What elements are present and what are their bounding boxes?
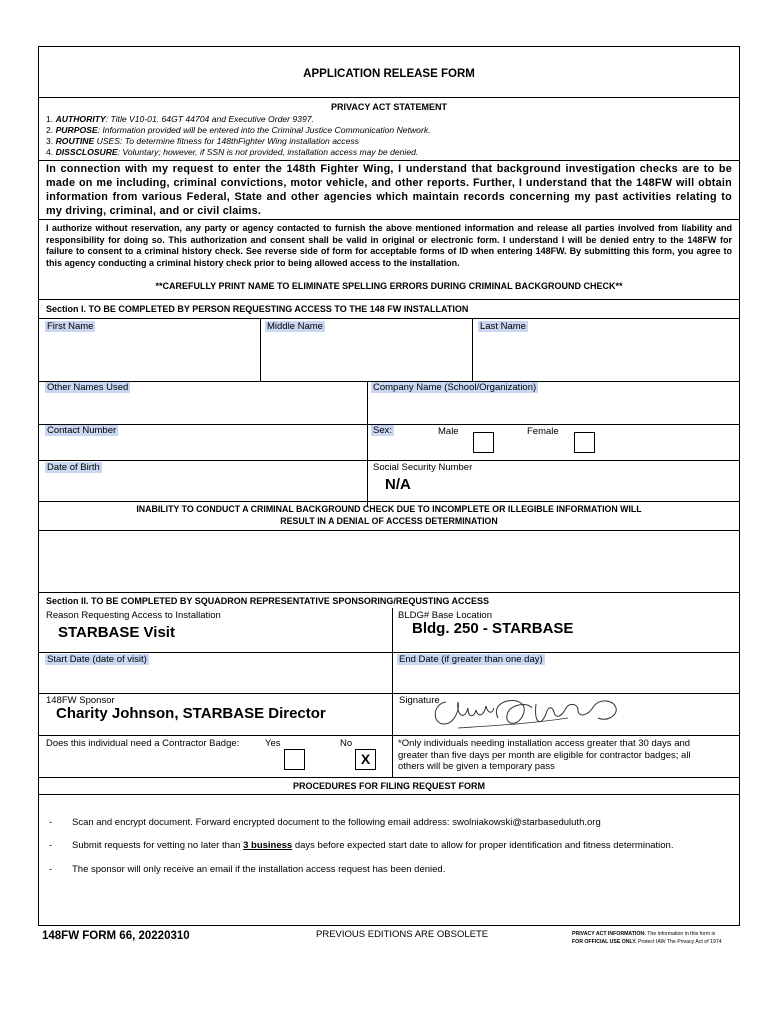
sex-label: Sex: xyxy=(373,425,393,436)
obsolete-notice: PREVIOUS EDITIONS ARE OBSOLETE xyxy=(316,929,489,940)
divider xyxy=(472,318,473,381)
privacy-footer: PRIVACY ACT INFORMATION: The information in this form is FOR OFFICIAL USE ONLY. Protect IAW The Privacy Act of 1974 xyxy=(572,931,722,945)
privacy-item: 3. ROUTINE USES: To determine fitness for 148thFighter Wing installation access xyxy=(46,136,359,146)
sponsor-value[interactable]: Charity Johnson, STARBASE Director xyxy=(56,705,326,722)
other-names-field[interactable]: Other Names Used xyxy=(47,382,129,393)
procedures-heading: PROCEDURES FOR FILING REQUEST FORM xyxy=(292,781,485,791)
divider xyxy=(38,299,740,300)
divider xyxy=(38,794,740,795)
bullet-dash: - xyxy=(49,840,53,851)
privacy-item: 1. AUTHORITY: Title V10-01. 64GT 44704 and Executive Order 9397. xyxy=(46,114,314,124)
authorization-statement: I authorize without reservation, any party or agency contacted to furnish the above mentioned information and release all parties involved from liability and responsibility for doing so. This authorization and consent shall be valid in original or electronic form. I understand I will be denied entry to the 148FW for failure to consent to a criminal history check. See reverse side of form for acceptable forms of ID when entering 148FW. By submitting this form, you agree to this agency conducting a criminal history check prior to being allowed access to the installation. xyxy=(46,223,732,268)
divider xyxy=(38,592,740,593)
male-label: Male xyxy=(438,426,459,437)
divider xyxy=(38,97,740,98)
divider xyxy=(38,501,740,502)
no-label: No xyxy=(340,738,353,749)
form-title: APPLICATION RELEASE FORM xyxy=(303,68,475,80)
privacy-item: 4. DISSCLOSURE: Voluntary; however, if SSN is not provided, installation access may be denied. xyxy=(46,147,419,157)
date-of-birth-field[interactable]: Date of Birth xyxy=(47,462,100,473)
procedure-step-2: Submit requests for vetting no later than 3 business days before expected start date to allow for proper identification and fitness determination. xyxy=(72,840,674,851)
inability-line: INABILITY TO CONDUCT A CRIMINAL BACKGROUND CHECK DUE TO INCOMPLETE OR ILLEGIBLE INFORMATION WILL xyxy=(136,504,642,514)
bldg-label: BLDG# Base Location xyxy=(398,610,493,621)
print-warning: **CAREFULLY PRINT NAME TO ELIMINATE SPELLING ERRORS DURING CRIMINAL BACKGROUND CHECK** xyxy=(155,281,623,291)
divider xyxy=(38,160,740,161)
divider xyxy=(38,652,740,653)
reason-label: Reason Requesting Access to Installation xyxy=(46,610,221,621)
privacy-heading: PRIVACY ACT STATEMENT xyxy=(330,102,447,112)
no-checkbox[interactable]: X xyxy=(355,749,376,770)
contractor-question: Does this individual need a Contractor Badge: xyxy=(46,738,240,749)
first-name-field[interactable]: First Name xyxy=(47,321,94,332)
yes-checkbox[interactable] xyxy=(284,749,305,770)
form-number: 148FW FORM 66, 20220310 xyxy=(42,930,190,942)
divider xyxy=(38,777,740,778)
middle-name-field[interactable]: Middle Name xyxy=(267,321,323,332)
divider xyxy=(38,693,740,694)
section1-heading: Section I. TO BE COMPLETED BY PERSON REQUESTING ACCESS TO THE 148 FW INSTALLATION xyxy=(46,304,469,314)
female-checkbox[interactable] xyxy=(574,432,595,453)
divider xyxy=(38,530,740,531)
contractor-note: *Only individuals needing installation access greater that 30 days and greater than five days per month are eligible for contractor badges; all others will be given a temporary pass xyxy=(398,738,691,772)
ssn-label: Social Security Number xyxy=(373,462,473,473)
inability-line: RESULT IN A DENIAL OF ACCESS DETERMINATION xyxy=(280,516,498,526)
section2-heading: Section II. TO BE COMPLETED BY SQUADRON REPRESENTATIVE SPONSORING/REQUSTING ACCESS xyxy=(46,596,490,606)
procedure-step-1: Scan and encrypt document. Forward encrypted document to the following email address: swolniakowski@starbaseduluth.org xyxy=(72,817,601,828)
company-field[interactable]: Company Name (School/Organization) xyxy=(373,382,537,393)
divider xyxy=(367,381,368,507)
yes-label: Yes xyxy=(265,738,281,749)
signature-graphic[interactable] xyxy=(428,688,628,734)
bullet-dash: - xyxy=(49,864,53,875)
sponsor-label: 148FW Sponsor xyxy=(46,695,115,706)
divider xyxy=(38,735,740,736)
inability-notice xyxy=(38,503,740,527)
privacy-list xyxy=(46,114,431,158)
bullet-dash: - xyxy=(49,817,53,828)
divider xyxy=(392,735,393,777)
contact-number-field[interactable]: Contact Number xyxy=(47,425,117,436)
ssn-value[interactable]: N/A xyxy=(385,476,411,493)
reason-value[interactable]: STARBASE Visit xyxy=(58,624,175,641)
start-date-field[interactable]: Start Date (date of visit) xyxy=(47,654,147,665)
divider xyxy=(260,318,261,381)
procedure-step-3: The sponsor will only receive an email if the installation access request has been denied. xyxy=(72,864,446,875)
last-name-field[interactable]: Last Name xyxy=(480,321,526,332)
divider xyxy=(38,318,740,319)
bldg-value[interactable]: Bldg. 250 - STARBASE xyxy=(412,620,574,637)
female-label: Female xyxy=(527,426,559,437)
signature-label: Signature xyxy=(399,695,440,706)
divider xyxy=(38,219,740,220)
divider xyxy=(38,460,740,461)
privacy-item: 2. PURPOSE: Information provided will be entered into the Criminal Justice Communication Network. xyxy=(46,125,431,135)
divider xyxy=(392,608,393,735)
male-checkbox[interactable] xyxy=(473,432,494,453)
connection-statement: In connection with my request to enter the 148th Fighter Wing, I understand that background investigation checks are to be made on me including, criminal convictions, motor vehicle, and other reports. Further, I understand that the 148FW will obtain information from various Federal, State and other agencies which maintain records concerning my past activities relating to my driving, criminal, and or civil claims. xyxy=(46,163,732,217)
end-date-field[interactable]: End Date (if greater than one day) xyxy=(399,654,543,665)
